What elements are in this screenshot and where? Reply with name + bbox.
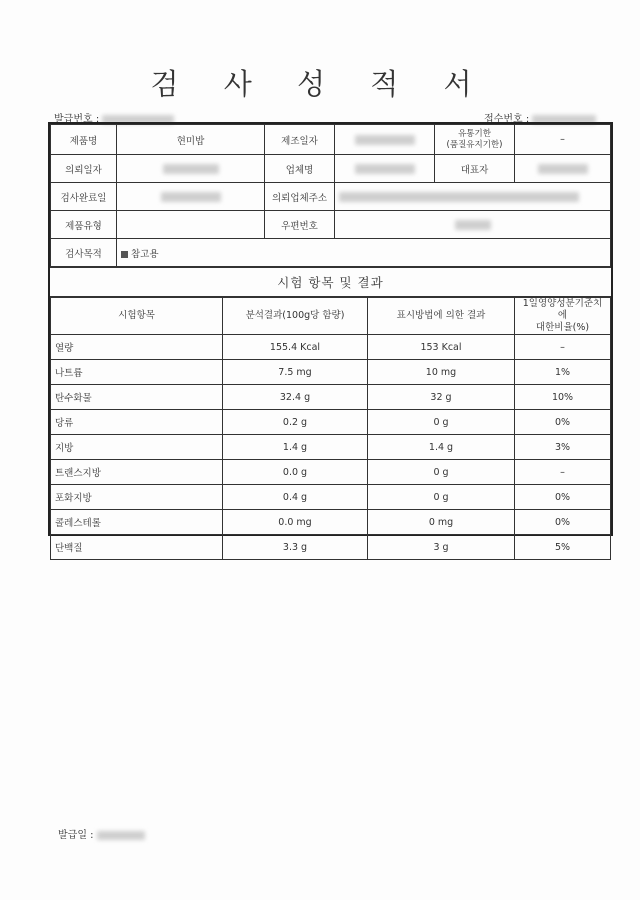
postal-code-value [335, 211, 611, 239]
result-analysis: 0.0 g [223, 460, 368, 485]
client-address-value [335, 183, 611, 211]
expiry-value: – [515, 125, 611, 155]
header-item: 시험항목 [51, 298, 223, 335]
results-table [50, 297, 611, 560]
table-row [51, 410, 611, 435]
table-row [51, 435, 611, 460]
result-item: 콜레스테롤 [51, 510, 223, 535]
issue-number-label: 발급번호 : [54, 114, 100, 125]
result-analysis: 0.2 g [223, 410, 368, 435]
result-analysis: 155.4 Kcal [223, 335, 368, 360]
result-ratio: 1% [515, 360, 611, 385]
info-row-type [51, 211, 611, 239]
result-label-value: 0 g [368, 460, 515, 485]
expiry-label: 유통기한 (품질유지기한) [435, 125, 515, 155]
issue-date-label: 발급일 : [58, 830, 94, 841]
section-table [50, 267, 611, 297]
result-ratio: – [515, 460, 611, 485]
info-table [50, 124, 611, 267]
info-row-purpose [51, 239, 611, 267]
result-label-value: 0 mg [368, 510, 515, 535]
result-label-value: 32 g [368, 385, 515, 410]
purpose-value-cell [117, 239, 611, 267]
result-label-value: 0 g [368, 485, 515, 510]
receipt-number-label: 접수번호 : [484, 114, 530, 125]
result-ratio: 5% [515, 535, 611, 560]
redacted-address [339, 192, 579, 202]
header-label-method: 표시방법에 의한 결과 [368, 298, 515, 335]
result-item: 트랜스지방 [51, 460, 223, 485]
result-analysis: 0.0 mg [223, 510, 368, 535]
company-value [335, 155, 435, 183]
result-ratio: 3% [515, 435, 611, 460]
result-item: 탄수화물 [51, 385, 223, 410]
redacted-completion-date [161, 192, 221, 202]
results-header-row [51, 298, 611, 335]
ceo-label: 대표자 [435, 155, 515, 183]
result-label-value: 153 Kcal [368, 335, 515, 360]
purpose-value: 참고용 [131, 248, 159, 260]
result-label-value: 10 mg [368, 360, 515, 385]
redacted-company [355, 164, 415, 174]
header-analysis: 분석결과(100g당 함량) [223, 298, 368, 335]
redacted-manufacture-date [355, 135, 415, 145]
result-item: 단백질 [51, 535, 223, 560]
request-date-value [117, 155, 265, 183]
product-name-value: 현미밥 [117, 125, 265, 155]
results-section-title: 시험 항목 및 결과 [50, 268, 611, 297]
result-analysis: 32.4 g [223, 385, 368, 410]
product-type-value [117, 211, 265, 239]
info-row-request [51, 155, 611, 183]
table-row [51, 385, 611, 410]
report-frame [48, 122, 613, 554]
product-type-label: 제품유형 [51, 211, 117, 239]
header-daily-ratio: 1일영양성분기준치에 대한비율(%) [515, 298, 611, 335]
result-analysis: 3.3 g [223, 535, 368, 560]
redacted-ceo [538, 164, 588, 174]
table-row [51, 510, 611, 535]
result-ratio: – [515, 335, 611, 360]
result-item: 나트륨 [51, 360, 223, 385]
issue-date [58, 826, 145, 841]
result-ratio: 0% [515, 510, 611, 535]
checkbox-filled-icon [121, 251, 128, 258]
result-label-value: 0 g [368, 410, 515, 435]
result-item: 지방 [51, 435, 223, 460]
result-analysis: 0.4 g [223, 485, 368, 510]
info-row-completion [51, 183, 611, 211]
table-row [51, 535, 611, 560]
table-row [51, 485, 611, 510]
company-label: 업체명 [265, 155, 335, 183]
completion-date-label: 검사완료일 [51, 183, 117, 211]
product-name-label: 제품명 [51, 125, 117, 155]
table-row [51, 335, 611, 360]
postal-code-label: 우편번호 [265, 211, 335, 239]
result-label-value: 3 g [368, 535, 515, 560]
redacted-issue-date [97, 831, 145, 840]
results-body [51, 335, 611, 560]
redacted-request-date [163, 164, 219, 174]
result-item: 당류 [51, 410, 223, 435]
result-item: 열량 [51, 335, 223, 360]
result-ratio: 0% [515, 410, 611, 435]
result-ratio: 10% [515, 385, 611, 410]
info-row-product [51, 125, 611, 155]
client-address-label: 의뢰업체주소 [265, 183, 335, 211]
manufacture-date-value [335, 125, 435, 155]
purpose-label: 검사목적 [51, 239, 117, 267]
manufacture-date-label: 제조일자 [265, 125, 335, 155]
table-row [51, 360, 611, 385]
request-date-label: 의뢰일자 [51, 155, 117, 183]
document-title: 검 사 성 적 서 [150, 67, 490, 101]
result-label-value: 1.4 g [368, 435, 515, 460]
table-row [51, 460, 611, 485]
ceo-value [515, 155, 611, 183]
result-ratio: 0% [515, 485, 611, 510]
result-item: 포화지방 [51, 485, 223, 510]
result-analysis: 7.5 mg [223, 360, 368, 385]
redacted-postal-code [455, 220, 491, 230]
result-analysis: 1.4 g [223, 435, 368, 460]
completion-date-value [117, 183, 265, 211]
